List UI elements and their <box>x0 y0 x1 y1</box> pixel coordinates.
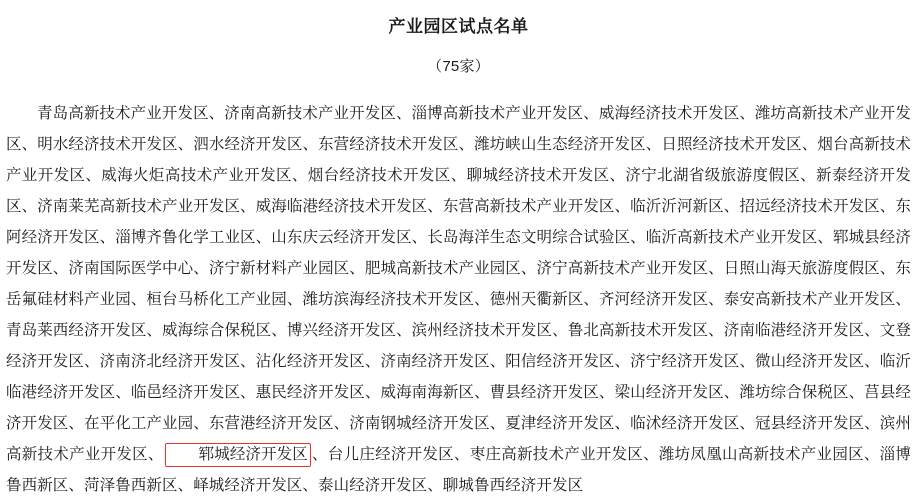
park-list-paragraph <box>6 98 911 501</box>
list-segment-trailing: 、台儿庄经济开发区、枣庄高新技术产业开发区、潍坊凤凰山高新技术产业园区、淄博鲁西新区、菏泽鲁西新区、峄城经济开发区、泰山经济开发区、聊城鲁西经济开发区 <box>6 446 911 494</box>
page-title: 产业园区试点名单 <box>388 17 529 36</box>
document-page <box>0 12 917 495</box>
list-segment-leading: 青岛高新技术产业开发区、济南高新技术产业开发区、淄博高新技术产业开发区、威海经济技术开发区、潍坊高新技术产业开发区、明水经济技术开发区、泗水经济开发区、东营经济技术开发区、潍坊峡山生态经济开发区、日照经济技术开发区、烟台高新技术产业开发区、威海火炬高技术产业开发区、烟台经济技术开发区、聊城经济技术开发区、济宁北湖省级旅游度假区、新泰经济开发区、济南莱芜高新技术产业开发区、威海临港经济技术开发区、东营高新技术产业开发区、临沂沂河新区、招远经济技术开发区、东阿经济开发区、淄博齐鲁化学工业区、山东庆云经济开发区、长岛海洋生态文明综合试验区、临沂高新技术产业开发区、郓城县经济开发区、济南国际医学中心、济宁新材料产业园区、肥城高新技术产业园区、济宁高新技术产业开发区、日照山海天旅游度假区、东岳氟硅材料产业园、桓台马桥化工产业园、潍坊滨海经济技术开发区、德州天衢新区、齐河经济开发区、泰安高新技术产业开发区、青岛莱西经济开发区、威海综合保税区、博兴经济开发区、滨州经济技术开发区、鲁北高新技术开发区、济南临港经济开发区、文登经济开发区、济南济北经济开发区、沾化经济开发区、济南经济开发区、阳信经济开发区、济宁经济开发区、微山经济开发区、临沂临港经济开发区、临邑经济开发区、惠民经济开发区、威海南海新区、曹县经济开发区、梁山经济开发区、潍坊综合保税区、莒县经济开发区、在平化工产业园、东营港经济开发区、济南钢城经济开发区、夏津经济开发区、临沭经济开发区、冠县经济开发区、滨州高新技术产业开发区、 <box>6 105 911 463</box>
document-body <box>0 98 917 501</box>
highlighted-entry: 郓城经济开发区 <box>165 443 311 467</box>
page-subtitle: （75家） <box>427 58 490 75</box>
